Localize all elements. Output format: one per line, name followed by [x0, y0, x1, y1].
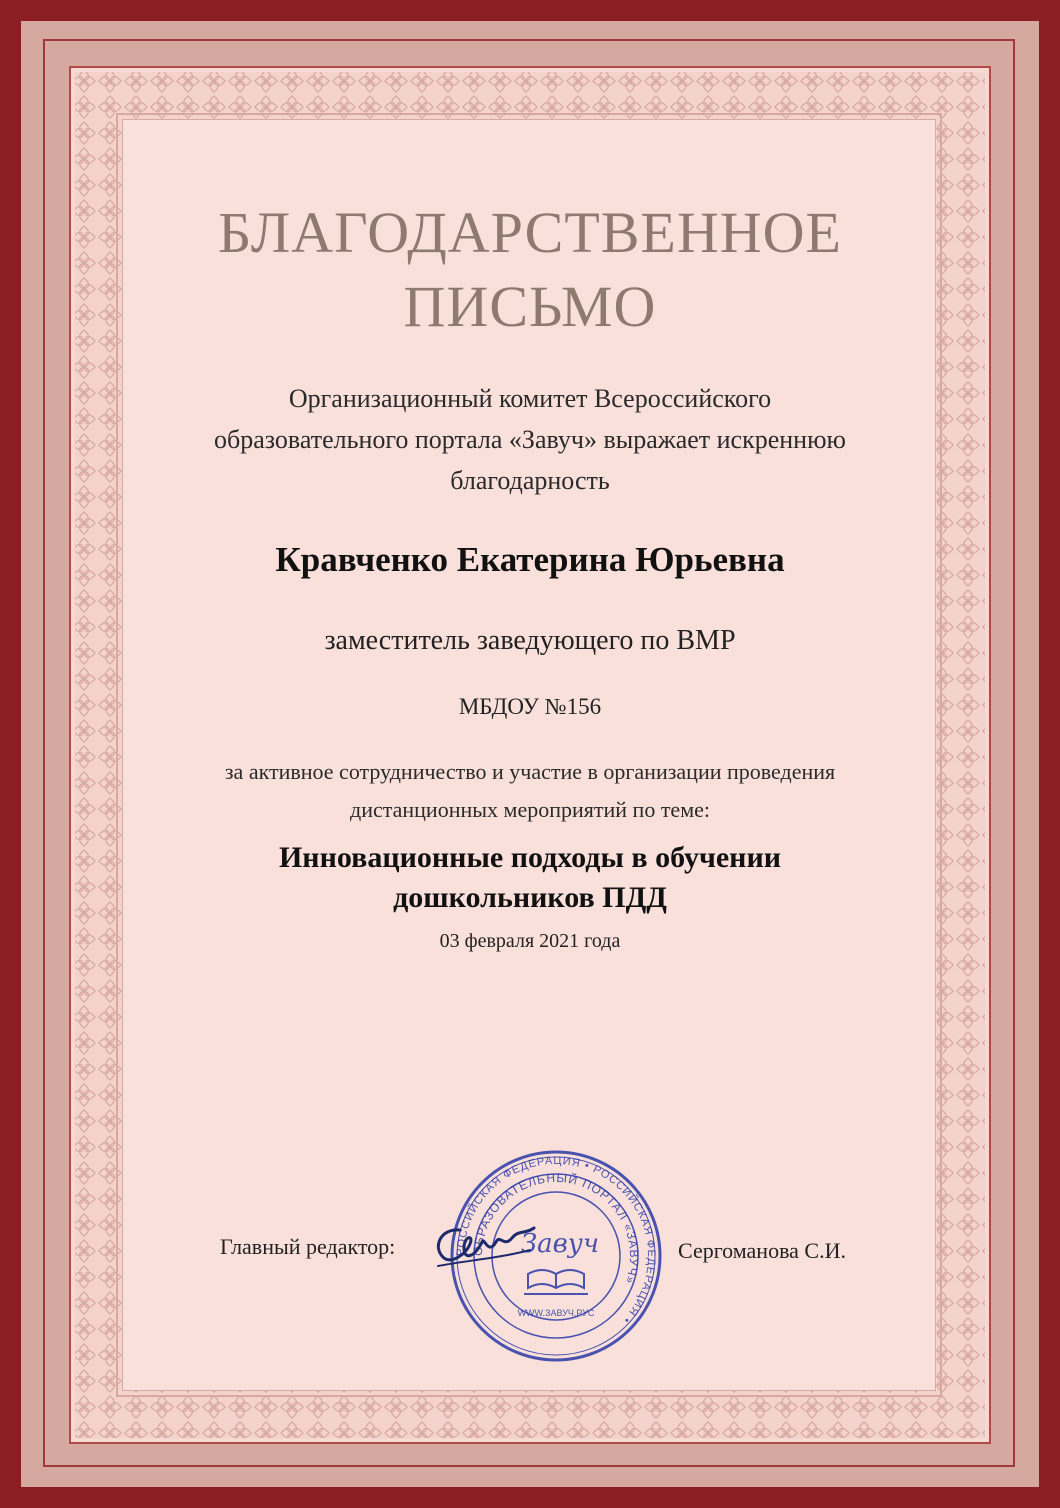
- signatory-name: Сергоманова С.И.: [678, 1238, 846, 1263]
- intro-line-3: благодарность: [450, 466, 610, 495]
- event-topic: [0, 838, 1060, 918]
- certificate-title: [0, 196, 1060, 344]
- intro-line-2: образовательного портала «Завуч» выражает искреннюю: [214, 425, 846, 454]
- intro-text: [0, 378, 1060, 501]
- signature-icon: [430, 1208, 540, 1278]
- title-line-2: ПИСЬМО: [403, 274, 657, 339]
- recipient-position: заместитель заведующего по ВМР: [324, 625, 736, 656]
- signatory-label: Главный редактор:: [220, 1234, 396, 1259]
- stamp-url: WWW.ЗАВУЧ.РУС: [517, 1308, 595, 1318]
- title-line-1: БЛАГОДАРСТВЕННОЕ: [218, 200, 842, 265]
- stamp-center-text: Завуч: [520, 1229, 600, 1259]
- reason-line-1: за активное сотрудничество и участие в организации проведения: [224, 759, 836, 784]
- certificate-date: 03 февраля 2021 года: [439, 930, 621, 952]
- topic-line-1: Инновационные подходы в обучении: [278, 841, 782, 874]
- topic-line-2: дошкольников ПДД: [393, 881, 667, 914]
- recipient-name: Кравченко Екатерина Юрьевна: [275, 540, 785, 579]
- intro-line-1: Организационный комитет Всероссийского: [288, 384, 772, 413]
- reason-line-2: дистанционных мероприятий по теме:: [350, 797, 710, 822]
- reason-text: [0, 753, 1060, 829]
- stamp-outer-text: РОССИЙСКАЯ ФЕДЕРАЦИЯ • РОССИЙСКАЯ ФЕДЕРАЦИЯ •: [454, 1154, 658, 1326]
- stamp-inner-text: ОБРАЗОВАТЕЛЬНЫЙ ПОРТАЛ «ЗАВУЧ»: [470, 1170, 642, 1287]
- organization: МБДОУ №156: [458, 694, 602, 719]
